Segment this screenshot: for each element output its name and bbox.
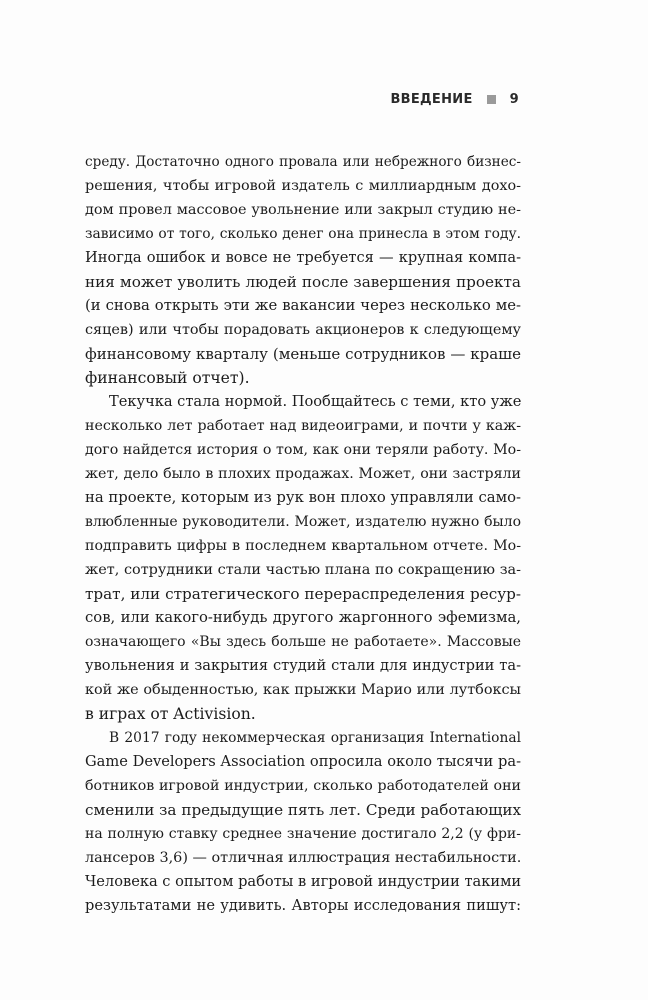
paragraph-1: [85, 150, 521, 390]
running-head: [390, 89, 519, 109]
text-line: дого найдется история о том, как они теряли работу. Мо-: [85, 442, 521, 458]
text-line: на проекте, которым из рук вон плохо управляли само-: [85, 489, 521, 506]
text-line: результатами не удивить. Авторы исследования пишут:: [85, 897, 521, 914]
text-line: ботников игровой индустрии, сколько работодателей они: [85, 778, 521, 794]
text-line: сменили за предыдущие пять лет. Среди работающих: [85, 801, 521, 819]
text-line: решения, чтобы игровой издатель с миллиардным дохо-: [85, 178, 521, 194]
text-line: Game Developers Association опросила около тысячи ра-: [85, 753, 521, 770]
text-line: сяцев) или чтобы порадовать акционеров к следующему: [85, 322, 521, 338]
body-text: [85, 150, 521, 918]
text-line: дом провел массовое увольнение или закрыл студию не-: [85, 202, 521, 218]
text-line: Иногда ошибок и вовсе не требуется — крупная компа-: [85, 249, 521, 266]
text-line: в играх от Activision.: [85, 705, 256, 723]
text-line: подправить цифры в последнем квартальном отчете. Мо-: [85, 538, 521, 554]
text-line: В 2017 году некоммерческая организация International: [109, 730, 521, 746]
section-title: ВВЕДЕНИЕ: [390, 91, 473, 107]
text-line: увольнения и закрытия студий стали для индустрии та-: [85, 657, 521, 674]
text-line: финансовый отчет).: [85, 369, 250, 387]
text-line: жет, сотрудники стали частью плана по сокращению за-: [85, 562, 521, 578]
text-line: влюбленные руководители. Может, издателю нужно было: [85, 514, 521, 530]
text-line: кой же обыденностью, как прыжки Марио или лутбоксы: [85, 682, 521, 698]
text-line: несколько лет работает над видеоиграми, и почти у каж-: [85, 418, 521, 434]
text-line: финансовому кварталу (меньше сотрудников — краше: [85, 345, 521, 363]
text-line: означающего «Вы здесь больше не работаете». Массовые: [85, 634, 521, 650]
text-line: Текучка стала нормой. Пообщайтесь с теми, кто уже: [109, 393, 521, 410]
text-line: (и снова открыть эти же вакансии через несколько ме-: [85, 297, 521, 314]
paragraph-2: [85, 390, 521, 726]
text-line: трат, или стратегического перераспределения ресур-: [85, 585, 521, 603]
text-line: жет, дело было в плохих продажах. Может, они застряли: [85, 466, 521, 482]
text-line: на полную ставку среднее значение достигало 2,2 (у фри-: [85, 826, 521, 842]
page-number: 9: [509, 91, 519, 107]
text-line: зависимо от того, сколько денег она принесла в этом году.: [85, 226, 521, 242]
text-line: Человека с опытом работы в игровой индустрии такими: [85, 873, 521, 890]
separator-square-icon: [487, 95, 496, 104]
text-line: сов, или какого-нибудь другого жаргонного эфемизма,: [85, 609, 521, 626]
text-line: лансеров 3,6) — отличная иллюстрация нестабильности.: [85, 850, 521, 866]
text-line: среду. Достаточно одного провала или небрежного бизнес-: [85, 154, 521, 170]
paragraph-3: [85, 726, 521, 918]
text-line: ния может уволить людей после завершения проекта: [85, 273, 521, 291]
